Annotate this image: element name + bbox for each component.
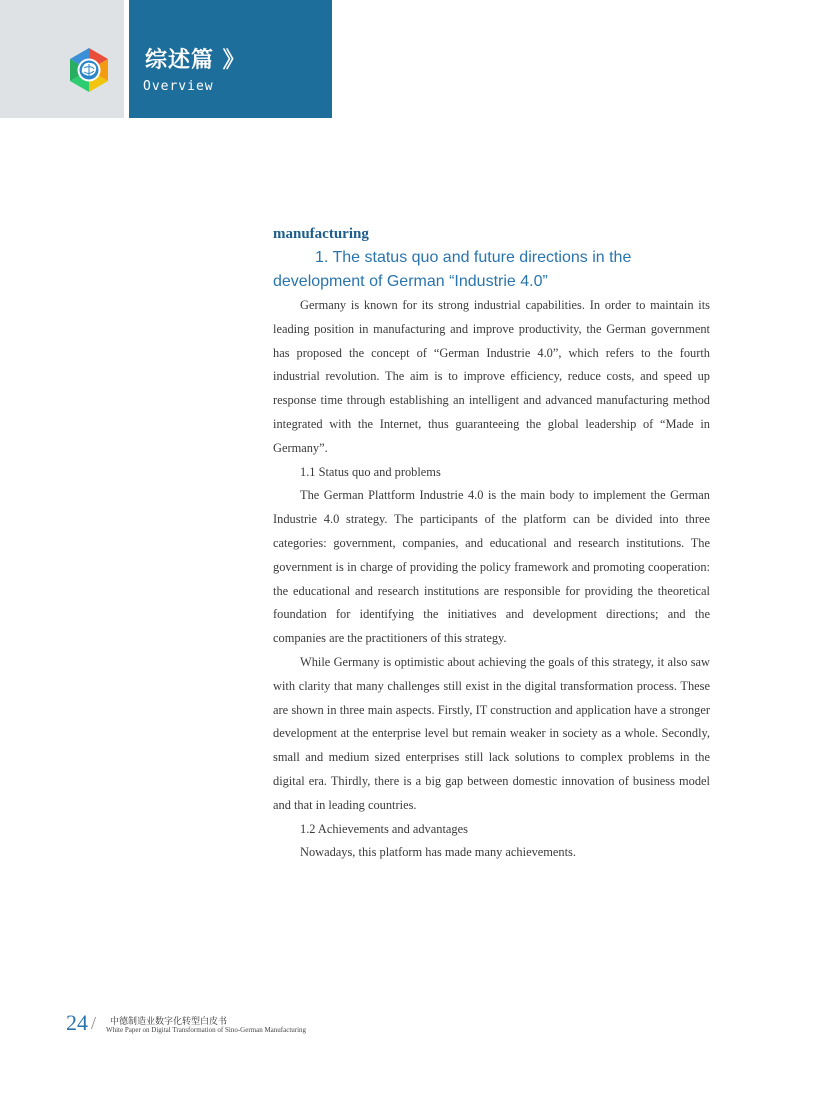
main-content (273, 224, 710, 865)
section-title-english: Overview (143, 79, 214, 94)
section-title-chinese: 综述篇 》 (145, 48, 246, 73)
body-paragraph: The German Plattform Industrie 4.0 is the main body to implement the German Industrie 4.0 strategy. The participants of the platform can be divided into three categories: government, companies, and educational and research institutions. The government is in charge of providing the policy framework and promoting cooperation: the educational and research institutions are responsible for providing the theoretical foundation for identifying the initiatives and development directions; and the companies are the practitioners of this strategy. (273, 488, 710, 646)
body-paragraph: Germany is known for its strong industrial capabilities. In order to maintain its leading position in manufacturing and improve productivity, the German government has proposed the concept of “German Industrie 4.0”, which refers to the fourth industrial revolution. The aim is to improve efficiency, reduce costs, and speed up response time through establishing an intelligent and advanced manufacturing method integrated with the Internet, thus guaranteeing the global leadership of “Made in Germany”. (273, 298, 710, 455)
section-label: manufacturing (273, 226, 369, 242)
footer-title-english: White Paper on Digital Transformation of Sino-German Manufacturing (106, 1026, 307, 1034)
chapter-heading: 1. The status quo and future directions in the development of German “Industrie 4.0” (273, 249, 632, 290)
footer-divider: / (91, 1013, 97, 1033)
subsection-heading: 1.1 Status quo and problems (300, 464, 441, 479)
hexagon-logo-icon (66, 47, 112, 93)
header-title-block (129, 0, 332, 118)
footer-title-chinese: 中德制造业数字化转型白皮书 (110, 1017, 228, 1027)
body-paragraph: While Germany is optimistic about achieving the goals of this strategy, it also saw with clarity that many challenges still exist in the digital transformation process. These are shown in three main aspects. Firstly, IT construction and application have a stronger development at the enterprise level but remain weaker in society as a whole. Secondly, small and medium sized enterprises still lack solutions to complex problems in the digital era. Thirdly, there is a big gap between domestic innovation of business model and that in leading countries. (273, 654, 710, 812)
page-number: 24 (66, 1010, 88, 1035)
header-gray-block (0, 0, 124, 118)
subsection-heading: 1.2 Achievements and advantages (300, 821, 468, 836)
body-paragraph: Nowadays, this platform has made many achievements. (300, 845, 576, 860)
